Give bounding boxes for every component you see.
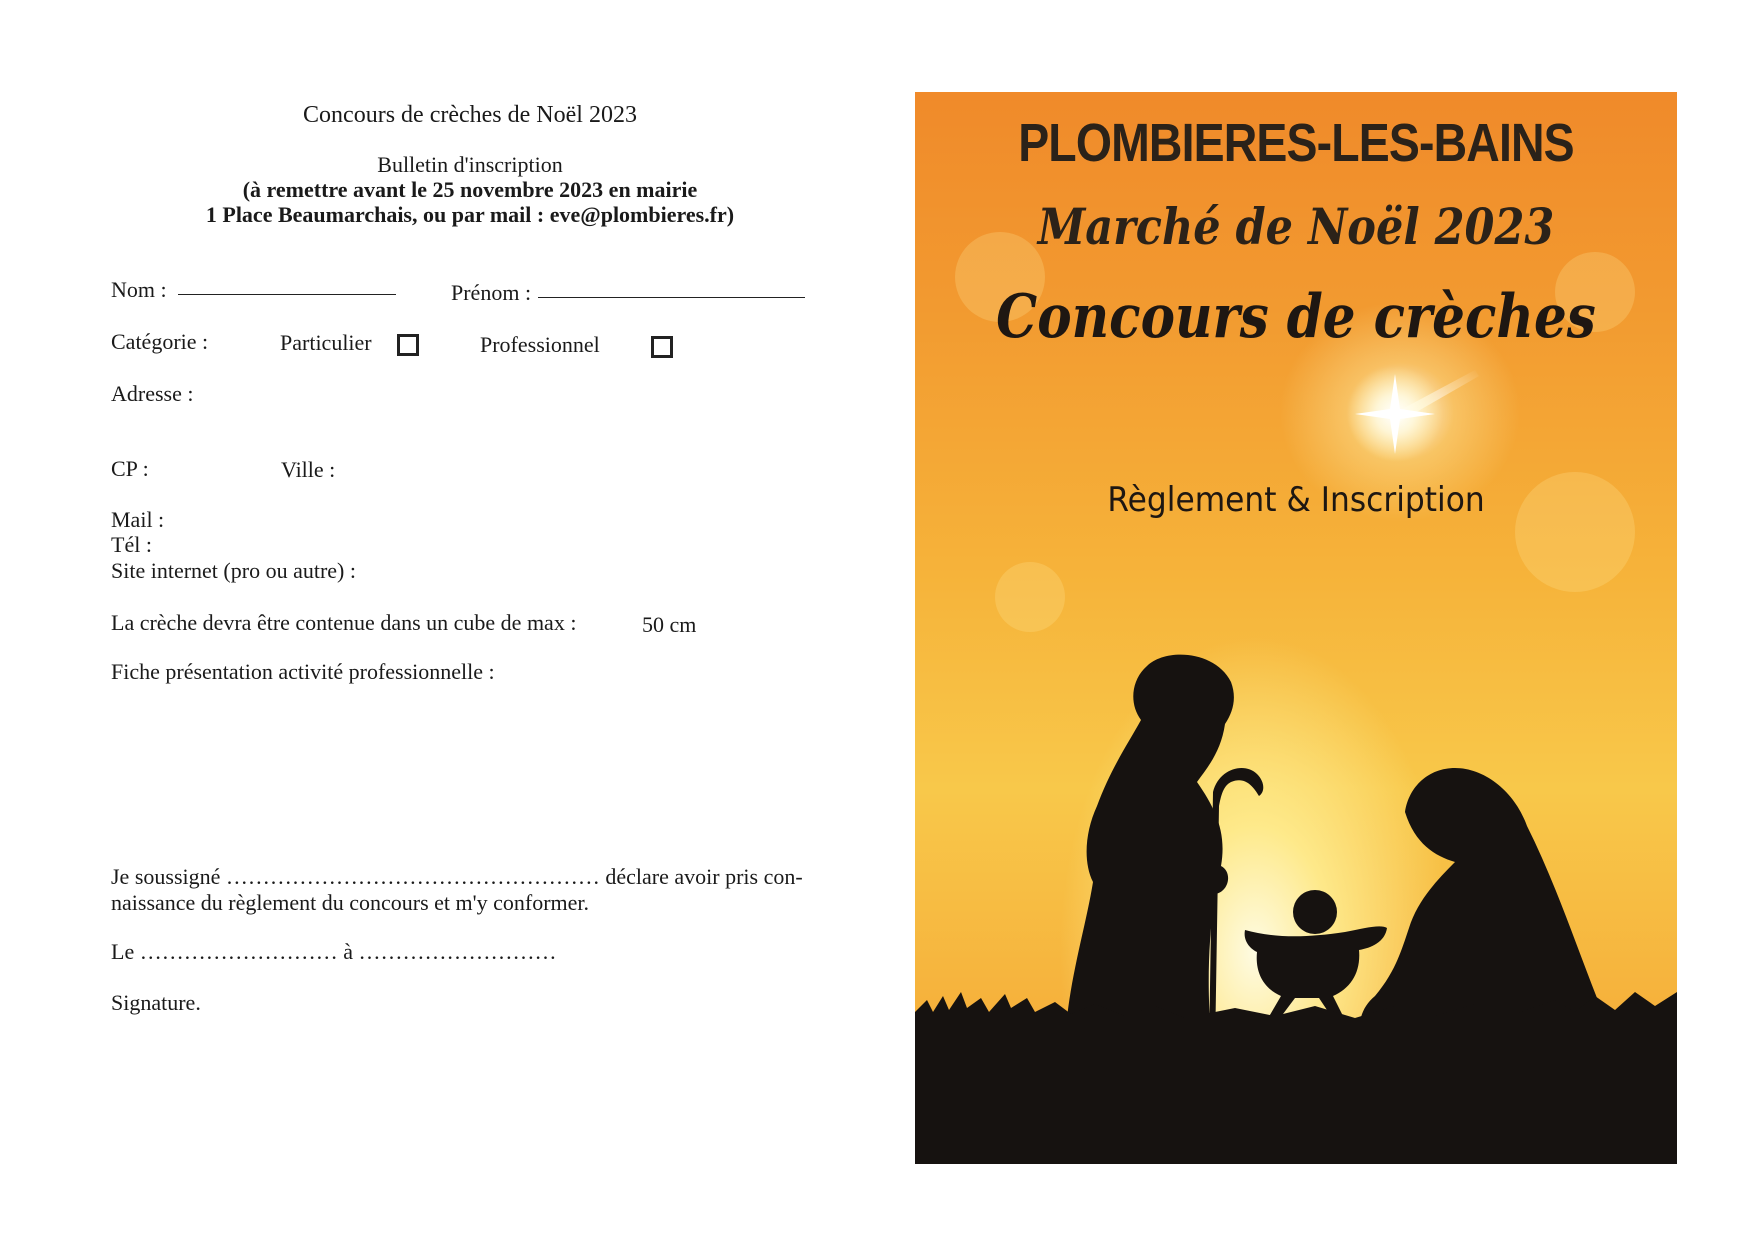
nativity-silhouette — [915, 92, 1677, 1164]
particulier-label: Particulier — [280, 330, 372, 355]
site-label: Site internet (pro ou autre) : — [111, 558, 356, 583]
prenom-field[interactable] — [538, 297, 805, 298]
poster-contest-title: Concours de crèches — [996, 282, 1596, 352]
categorie-label: Catégorie : — [111, 329, 209, 354]
form-title: Concours de crèches de Noël 2023 — [303, 102, 637, 128]
cp-label: CP : — [111, 456, 149, 481]
poster-market-title: Marché de Noël 2023 — [1037, 197, 1555, 256]
form-address: 1 Place Beaumarchais, ou par mail : eve@plombieres.fr) — [205, 202, 735, 227]
signature-label: Signature. — [111, 990, 201, 1015]
prenom-label: Prénom : — [451, 280, 532, 305]
fiche-label: Fiche présentation activité professionnelle : — [111, 659, 495, 684]
nom-field[interactable] — [178, 294, 396, 295]
tel-label: Tél : — [111, 532, 152, 557]
poster-cover — [915, 92, 1677, 1164]
ville-label: Ville : — [281, 457, 336, 482]
cube-label: La crèche devra être contenue dans un cube de max : — [111, 610, 577, 635]
adresse-label: Adresse : — [111, 381, 194, 406]
professionnel-label: Professionnel — [480, 332, 600, 357]
poster-rules-title: Règlement & Inscription — [1107, 480, 1485, 520]
form-deadline: (à remettre avant le 25 novembre 2023 en mairie — [242, 177, 698, 202]
form-subtitle: Bulletin d'inscription — [377, 152, 563, 177]
soussigne-line-1: Je soussigné …………………………………………… déclare avoir pris con- — [111, 864, 803, 889]
poster-town: PLOMBIERES-LES-BAINS — [1018, 113, 1574, 173]
professionnel-checkbox[interactable] — [651, 336, 673, 358]
particulier-checkbox[interactable] — [397, 334, 419, 356]
nom-label: Nom : — [111, 277, 167, 302]
cube-value: 50 cm — [642, 612, 697, 637]
date-place-line: Le ……………………… à ……………………… — [111, 939, 557, 964]
mail-label: Mail : — [111, 507, 165, 532]
soussigne-line-2: naissance du règlement du concours et m'y conformer. — [111, 890, 590, 915]
